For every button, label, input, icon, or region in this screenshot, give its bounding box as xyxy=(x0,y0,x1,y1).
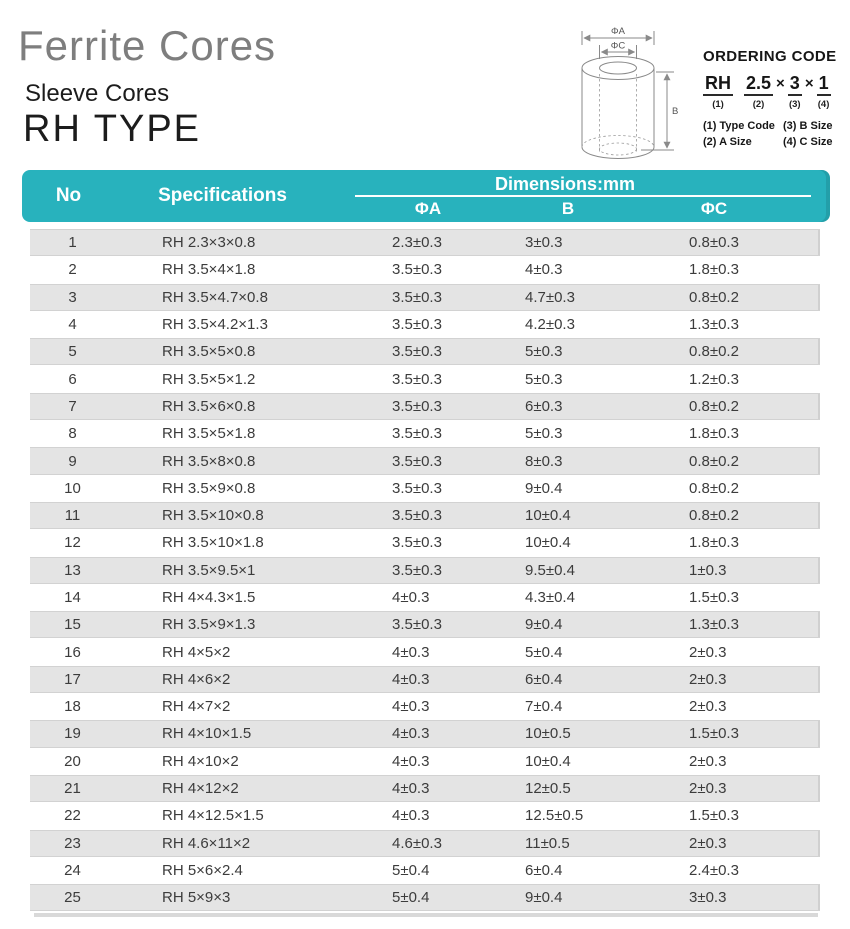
row-specification: RH 3.5×8×0.8 xyxy=(162,452,256,470)
dim-b-label: B xyxy=(672,106,679,117)
row-dim-b: 6±0.4 xyxy=(525,861,563,879)
row-dim-a: 5±0.4 xyxy=(392,889,430,907)
row-dim-a: 3.5±0.3 xyxy=(392,343,442,361)
table-row xyxy=(30,830,820,857)
row-dim-b: 5±0.3 xyxy=(525,343,563,361)
row-no: 11 xyxy=(64,507,81,525)
row-specification: RH 4×7×2 xyxy=(162,698,231,716)
row-dim-c: 2±0.3 xyxy=(689,643,727,661)
row-dim-a: 3.5±0.3 xyxy=(392,534,442,552)
row-dim-c: 1.3±0.3 xyxy=(689,316,739,334)
column-header-dim-b: B xyxy=(561,199,575,218)
table-row xyxy=(30,638,820,665)
multiply-sign: × xyxy=(776,75,785,92)
row-dim-b: 7±0.4 xyxy=(525,698,563,716)
row-dim-c: 2±0.3 xyxy=(689,670,727,688)
ordering-code-legend xyxy=(703,120,849,148)
row-dim-c: 0.8±0.2 xyxy=(689,479,739,497)
row-no: 24 xyxy=(64,861,81,879)
row-dim-b: 8±0.3 xyxy=(525,452,563,470)
row-dim-c: 0.8±0.2 xyxy=(689,397,739,415)
row-no: 2 xyxy=(68,261,77,279)
row-dim-c: 2±0.3 xyxy=(689,752,727,770)
legend-item: (2) A Size xyxy=(703,136,752,148)
row-specification: RH 5×9×3 xyxy=(162,889,231,907)
row-dim-a: 2.3±0.3 xyxy=(392,234,442,252)
row-specification: RH 4×6×2 xyxy=(162,670,231,688)
row-dim-c: 1.5±0.3 xyxy=(689,807,739,825)
row-dim-c: 3±0.3 xyxy=(689,889,727,907)
row-dim-c: 2±0.3 xyxy=(689,780,727,798)
row-dim-c: 0.8±0.2 xyxy=(689,343,739,361)
row-dim-a: 3.5±0.3 xyxy=(392,370,442,388)
row-dim-a: 4±0.3 xyxy=(392,670,430,688)
row-dim-c: 1.8±0.3 xyxy=(689,261,739,279)
row-dim-b: 5±0.3 xyxy=(525,370,563,388)
row-dim-a: 3.5±0.3 xyxy=(392,561,442,579)
table-row xyxy=(30,529,820,556)
table-row xyxy=(30,447,820,474)
row-no: 4 xyxy=(68,316,77,334)
code-part-index: (3) xyxy=(788,99,801,110)
row-no: 20 xyxy=(64,752,81,770)
row-dim-a: 4±0.3 xyxy=(392,807,430,825)
row-no: 22 xyxy=(64,807,81,825)
row-specification: RH 4×10×1.5 xyxy=(162,725,252,743)
row-dim-a: 3.5±0.3 xyxy=(392,397,442,415)
row-dim-c: 1.2±0.3 xyxy=(689,370,739,388)
row-specification: RH 3.5×4.7×0.8 xyxy=(162,288,268,306)
row-specification: RH 2.3×3×0.8 xyxy=(162,234,256,252)
row-dim-a: 3.5±0.3 xyxy=(392,452,442,470)
table-row xyxy=(30,802,820,829)
row-specification: RH 4.6×11×2 xyxy=(162,834,251,852)
row-dim-c: 0.8±0.3 xyxy=(689,234,739,252)
row-dim-b: 4±0.3 xyxy=(525,261,563,279)
row-dim-c: 1.3±0.3 xyxy=(689,616,739,634)
row-dim-a: 3.5±0.3 xyxy=(392,316,442,334)
row-dim-c: 0.8±0.2 xyxy=(689,507,739,525)
row-dim-b: 5±0.3 xyxy=(525,425,563,443)
row-no: 8 xyxy=(68,425,77,443)
row-dim-c: 0.8±0.2 xyxy=(689,288,739,306)
code-part-value: 3 xyxy=(788,74,802,96)
row-specification: RH 5×6×2.4 xyxy=(162,861,243,879)
code-part-b-size xyxy=(788,74,802,110)
row-dim-b: 6±0.3 xyxy=(525,397,563,415)
row-dim-c: 1.5±0.3 xyxy=(689,725,739,743)
row-no: 17 xyxy=(64,670,81,688)
code-part-value: 1 xyxy=(817,74,831,96)
row-dim-a: 3.5±0.3 xyxy=(392,261,442,279)
row-no: 14 xyxy=(64,589,81,606)
row-dim-a: 4±0.3 xyxy=(392,698,430,716)
row-no: 6 xyxy=(68,370,77,388)
row-specification: RH 3.5×5×0.8 xyxy=(162,343,256,361)
row-dim-a: 4.6±0.3 xyxy=(392,834,442,852)
row-dim-b: 10±0.5 xyxy=(525,725,571,743)
row-dim-a: 4±0.3 xyxy=(392,780,430,798)
row-dim-a: 4±0.3 xyxy=(392,643,430,661)
table-row xyxy=(30,420,820,447)
row-dim-c: 2.4±0.3 xyxy=(689,861,739,879)
code-part-index: (4) xyxy=(817,99,830,110)
table-row xyxy=(30,311,820,338)
legend-item: (3) B Size xyxy=(783,120,833,132)
row-no: 3 xyxy=(68,288,77,306)
column-header-no: No xyxy=(55,185,82,206)
row-no: 1 xyxy=(68,234,77,252)
row-dim-b: 9±0.4 xyxy=(525,616,563,634)
table-row xyxy=(30,611,820,638)
type-title: RH TYPE xyxy=(23,108,202,150)
code-part-value: RH xyxy=(703,74,733,96)
table-row xyxy=(30,884,820,911)
row-specification: RH 4×12.5×1.5 xyxy=(162,807,264,825)
table-row xyxy=(30,338,820,365)
row-dim-b: 12.5±0.5 xyxy=(525,807,584,825)
row-dim-b: 5±0.4 xyxy=(525,643,563,661)
row-dim-b: 4.7±0.3 xyxy=(525,288,575,306)
legend-item: (1) Type Code xyxy=(703,120,775,132)
row-dim-a: 3.5±0.3 xyxy=(392,425,442,443)
column-group-dimensions xyxy=(355,170,811,222)
row-dim-a: 3.5±0.3 xyxy=(392,479,442,497)
row-dim-b: 4.3±0.4 xyxy=(525,589,575,606)
row-no: 15 xyxy=(64,616,81,634)
row-dim-c: 1.8±0.3 xyxy=(689,425,739,443)
code-part-c-size xyxy=(817,74,831,110)
dimensions-group-label: Dimensions:mm xyxy=(355,170,811,197)
row-dim-c: 2±0.3 xyxy=(689,834,727,852)
row-dim-b: 9±0.4 xyxy=(525,889,563,907)
row-specification: RH 3.5×10×1.8 xyxy=(162,534,264,552)
code-part-index: (2) xyxy=(752,99,765,110)
row-dim-c: 1.5±0.3 xyxy=(689,589,739,606)
code-part-type xyxy=(703,74,733,110)
row-specification: RH 3.5×9×0.8 xyxy=(162,479,256,497)
table-row xyxy=(30,365,820,392)
column-header-dim-a: ΦA xyxy=(414,199,442,218)
code-part-index: (1) xyxy=(712,99,724,110)
column-header-specifications: Specifications xyxy=(158,185,287,206)
row-no: 23 xyxy=(64,834,81,852)
row-specification: RH 4×10×2 xyxy=(162,752,239,770)
row-no: 9 xyxy=(68,452,77,470)
row-dim-c: 1±0.3 xyxy=(689,561,727,579)
code-part-value: 2.5 xyxy=(744,74,773,96)
row-no: 12 xyxy=(64,534,81,552)
row-specification: RH 4×5×2 xyxy=(162,643,231,661)
table-bottom-border xyxy=(34,913,818,917)
table-header xyxy=(22,170,830,222)
row-specification: RH 4×12×2 xyxy=(162,780,239,798)
ordering-code-example xyxy=(703,74,849,110)
row-dim-b: 10±0.4 xyxy=(525,507,571,525)
row-dim-b: 12±0.5 xyxy=(525,780,571,798)
row-specification: RH 3.5×9.5×1 xyxy=(162,561,256,579)
row-dim-a: 4±0.3 xyxy=(392,589,430,606)
page-title: Ferrite Cores xyxy=(18,22,277,69)
row-no: 7 xyxy=(68,397,77,415)
row-dim-a: 3.5±0.3 xyxy=(392,616,442,634)
row-no: 10 xyxy=(64,479,81,497)
row-no: 19 xyxy=(64,725,81,743)
row-dim-b: 10±0.4 xyxy=(525,752,571,770)
row-dim-a: 5±0.4 xyxy=(392,861,430,879)
row-dim-b: 3±0.3 xyxy=(525,234,563,252)
table-row xyxy=(30,557,820,584)
row-no: 5 xyxy=(68,343,77,361)
multiply-sign: × xyxy=(804,75,814,92)
row-no: 18 xyxy=(64,698,81,716)
ordering-code-block xyxy=(703,48,849,148)
table-body xyxy=(30,229,820,917)
row-specification: RH 3.5×5×1.2 xyxy=(162,370,256,388)
row-no: 13 xyxy=(64,561,81,579)
row-dim-c: 2±0.3 xyxy=(689,698,727,716)
row-dim-c: 1.8±0.3 xyxy=(689,534,739,552)
row-specification: RH 3.5×5×1.8 xyxy=(162,425,256,443)
table-row xyxy=(30,229,820,256)
dim-a-label: ΦA xyxy=(611,26,625,37)
table-row xyxy=(30,720,820,747)
table-row xyxy=(30,475,820,502)
legend-item: (4) C Size xyxy=(783,136,833,148)
table-row xyxy=(30,775,820,802)
table-row xyxy=(30,393,820,420)
table-row xyxy=(30,256,820,283)
row-dim-b: 11±0.5 xyxy=(525,834,570,852)
row-specification: RH 3.5×9×1.3 xyxy=(162,616,256,634)
row-specification: RH 3.5×6×0.8 xyxy=(162,397,256,415)
row-dim-a: 3.5±0.3 xyxy=(392,288,442,306)
dim-c-label: ΦC xyxy=(610,40,626,52)
column-header-dim-c: ΦC xyxy=(700,199,728,218)
table-row xyxy=(30,502,820,529)
row-specification: RH 3.5×4.2×1.3 xyxy=(162,316,268,334)
page-subtitle: Sleeve Cores xyxy=(25,80,170,107)
row-dim-b: 6±0.4 xyxy=(525,670,563,688)
row-dim-a: 4±0.3 xyxy=(392,725,430,743)
table-row xyxy=(30,857,820,884)
row-dim-a: 3.5±0.3 xyxy=(392,507,442,525)
row-specification: RH 3.5×4×1.8 xyxy=(162,261,256,279)
row-specification: RH 3.5×10×0.8 xyxy=(162,507,264,525)
row-dim-b: 9±0.4 xyxy=(525,479,563,497)
row-dim-b: 9.5±0.4 xyxy=(525,561,575,579)
row-dim-a: 4±0.3 xyxy=(392,752,430,770)
table-row xyxy=(30,693,820,720)
row-dim-c: 0.8±0.2 xyxy=(689,452,739,470)
row-no: 25 xyxy=(64,889,81,907)
ordering-code-heading: ORDERING CODE xyxy=(703,48,837,65)
row-no: 21 xyxy=(64,780,81,798)
row-dim-b: 10±0.4 xyxy=(525,534,571,552)
row-specification: RH 4×4.3×1.5 xyxy=(162,589,256,606)
row-no: 16 xyxy=(64,643,81,661)
table-row xyxy=(30,666,820,693)
row-dim-b: 4.2±0.3 xyxy=(525,316,575,334)
table-row xyxy=(30,284,820,311)
code-part-a-size xyxy=(744,74,773,110)
core-diagram xyxy=(565,12,690,172)
table-row xyxy=(30,748,820,775)
table-row xyxy=(30,584,820,611)
